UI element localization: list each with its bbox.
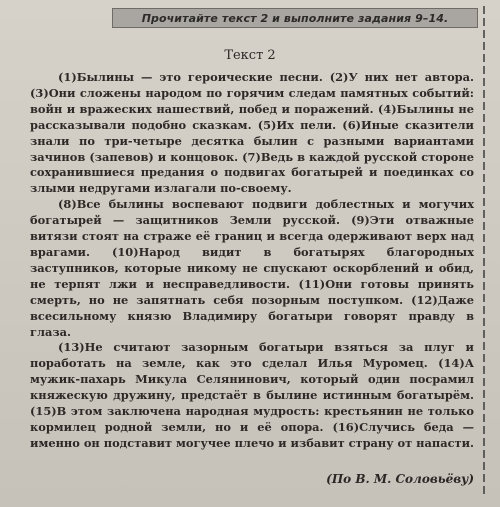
- paragraph-3: (13)Не считают зазорным богатыри взяться за плуг и поработать на земле, как это сделал Илья Муромец. (14)А мужик-пахарь Микула Селянинович, который один посрамил княжескую дружину, предстаёт в былине истинным богатырём. (15)В этом заключена народная мудрость: крестьянин не только кормилец родной земли, но и её опора. (16)Случись беда — именно он подставит могучее плечо и избавит страну от напасти.: [30, 340, 474, 450]
- instruction-text: Прочитайте текст 2 и выполните задания 9–14.: [141, 11, 449, 25]
- instruction-banner: [112, 8, 478, 28]
- paragraph-1: (1)Былины — это героические песни. (2)У них нет автора. (3)Они сложены народом по горячим следам памятных событий: войн и вражеских нашествий, побед и поражений. (4)Былины не рассказывали подобно сказкам. (5)Их пели. (6)Иные сказители знали по три-четыре десятка былин с разными вариантами зачинов (запевов) и концовок. (7)Ведь в каждой русской стороне сохранившиеся предания о подвигах богатырей и поединках со злыми недругами излагали по-своему.: [30, 70, 474, 196]
- text-title: Текст 2: [224, 48, 276, 63]
- text-body: [30, 70, 474, 452]
- source-attribution: (По В. М. Соловьёву): [326, 472, 474, 486]
- margin-dashed-line: [483, 6, 485, 496]
- paragraph-2: (8)Все былины воспевают подвиги доблестных и могучих богатырей — защитников Земли русской. (9)Эти отважные витязи стоят на страже её границ и всегда одерживают верх над врагами. (10)Народ видит в богатырях благородных заступников, которые никому не спускают оскорблений и обид, не терпят лжи и несправедливости. (11)Они готовы принять смерть, но не запятнать себя позорным поступком. (12)Даже всесильному князю Владимиру богатыри говорят правду в глаза.: [30, 197, 474, 339]
